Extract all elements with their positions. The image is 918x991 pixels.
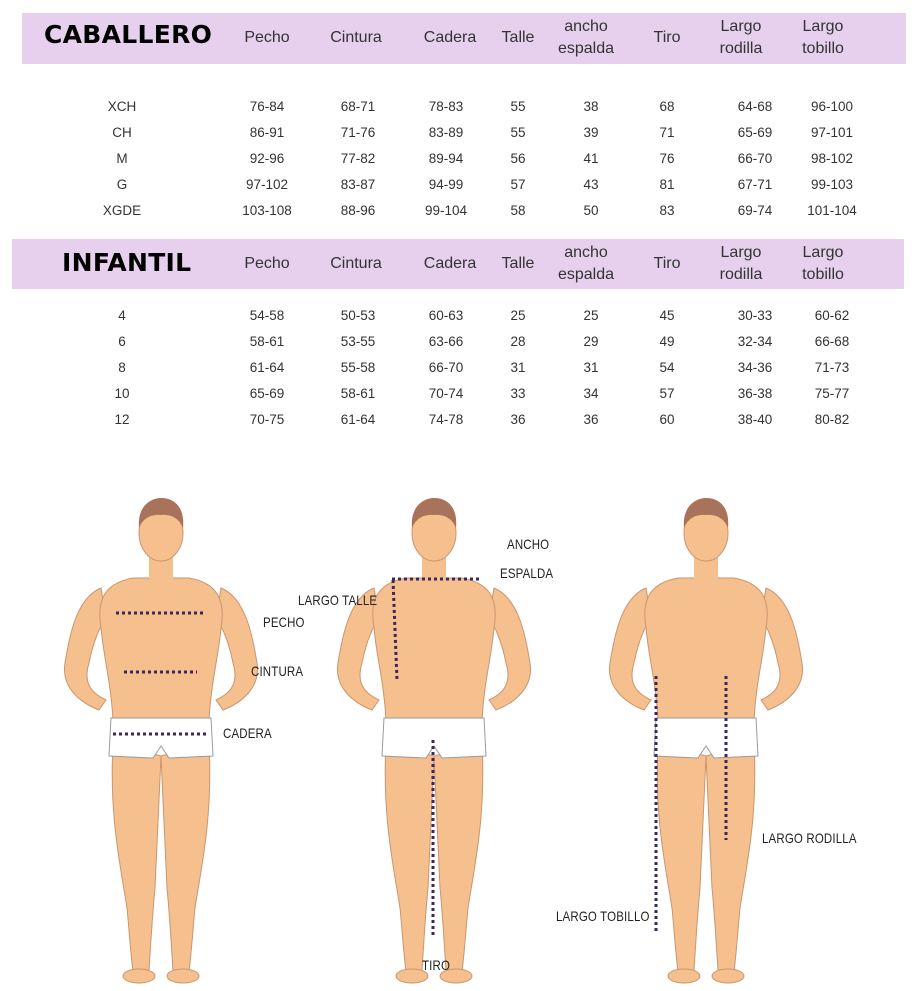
infantil-header-0: Pecho: [244, 255, 290, 272]
caballero-cell-2-0: M: [116, 151, 128, 166]
caballero-cell-2-2: 77-82: [340, 151, 376, 166]
label-ancho: ANCHO: [507, 536, 550, 552]
caballero-cell-3-6: 81: [659, 177, 675, 192]
infantil-cell-2-0: 8: [118, 360, 126, 375]
infantil-cell-1-8: 66-68: [814, 334, 850, 349]
infantil-cell-4-7: 38-40: [737, 412, 773, 427]
infantil-cell-0-6: 45: [659, 308, 675, 323]
infantil-cell-2-4: 31: [510, 360, 526, 375]
caballero-cell-0-4: 55: [510, 99, 526, 114]
infantil-title: INFANTIL: [62, 248, 192, 277]
caballero-cell-2-6: 76: [659, 151, 675, 166]
label-cadera: CADERA: [223, 725, 272, 741]
caballero-cell-4-6: 83: [659, 203, 675, 218]
caballero-cell-4-0: XGDE: [102, 203, 142, 218]
caballero-cell-0-8: 96-100: [810, 99, 854, 114]
caballero-cell-2-1: 92-96: [249, 151, 285, 166]
caballero-header-0: Pecho: [244, 29, 290, 46]
caballero-header-2: Cadera: [423, 29, 477, 46]
caballero-cell-1-8: 97-101: [810, 125, 854, 140]
infantil-cell-0-3: 60-63: [428, 308, 464, 323]
infantil-cell-1-5: 29: [583, 334, 599, 349]
label-espalda: ESPALDA: [500, 565, 554, 581]
caballero-cell-1-5: 39: [583, 125, 599, 140]
infantil-cell-1-7: 32-34: [737, 334, 773, 349]
caballero-header-1: Cintura: [330, 29, 382, 46]
caballero-cell-2-7: 66-70: [737, 151, 773, 166]
infantil-cell-1-0: 6: [118, 334, 126, 349]
caballero-cell-4-8: 101-104: [807, 203, 857, 218]
caballero-cell-1-3: 83-89: [428, 125, 464, 140]
infantil-cell-2-3: 66-70: [428, 360, 464, 375]
infantil-cell-0-5: 25: [583, 308, 599, 323]
caballero-cell-0-6: 68: [659, 99, 675, 114]
infantil-cell-4-2: 61-64: [340, 412, 376, 427]
infantil-cell-2-1: 61-64: [249, 360, 285, 375]
infantil-cell-1-2: 53-55: [340, 334, 376, 349]
infantil-header-5: Tiro: [653, 255, 681, 272]
caballero-cell-3-7: 67-71: [737, 177, 773, 192]
caballero-cell-3-2: 83-87: [340, 177, 376, 192]
infantil-cell-1-3: 63-66: [428, 334, 464, 349]
infantil-cell-0-0: 4: [118, 308, 126, 323]
infantil-cell-4-0: 12: [114, 412, 130, 427]
caballero-cell-0-5: 38: [583, 99, 599, 114]
label-largo-tobillo: LARGO TOBILLO: [556, 908, 650, 924]
infantil-header-1: Cintura: [330, 255, 382, 272]
label-largo-talle: LARGO TALLE: [298, 592, 378, 608]
caballero-cell-1-0: CH: [112, 125, 132, 140]
caballero-cell-0-0: XCH: [107, 99, 137, 114]
infantil-header-2: Cadera: [423, 255, 477, 272]
infantil-cell-3-5: 34: [583, 386, 599, 401]
caballero-cell-4-2: 88-96: [340, 203, 376, 218]
infantil-cell-2-5: 31: [583, 360, 599, 375]
caballero-cell-2-3: 89-94: [428, 151, 464, 166]
label-pecho: PECHO: [263, 614, 305, 630]
label-largo-rodilla: LARGO RODILLA: [762, 830, 857, 846]
caballero-cell-2-5: 41: [583, 151, 599, 166]
infantil-cell-0-4: 25: [510, 308, 526, 323]
infantil-cell-0-1: 54-58: [249, 308, 285, 323]
caballero-cell-2-8: 98-102: [810, 151, 854, 166]
caballero-cell-3-5: 43: [583, 177, 599, 192]
caballero-header-7: Largo tobillo: [802, 18, 844, 57]
infantil-cell-1-4: 28: [510, 334, 526, 349]
infantil-cell-1-6: 49: [659, 334, 675, 349]
measurement-figures: [0, 470, 918, 991]
caballero-header-5: Tiro: [653, 29, 681, 46]
caballero-cell-1-6: 71: [659, 125, 675, 140]
infantil-cell-3-3: 70-74: [428, 386, 464, 401]
infantil-header-6: Largo rodilla: [719, 244, 763, 283]
infantil-header-3: Talle: [501, 255, 535, 272]
infantil-cell-3-0: 10: [114, 386, 130, 401]
infantil-cell-0-2: 50-53: [340, 308, 376, 323]
infantil-cell-4-6: 60: [659, 412, 675, 427]
infantil-cell-3-4: 33: [510, 386, 526, 401]
caballero-cell-0-2: 68-71: [340, 99, 376, 114]
caballero-cell-3-8: 99-103: [810, 177, 854, 192]
caballero-header-3: Talle: [501, 29, 535, 46]
infantil-cell-3-2: 58-61: [340, 386, 376, 401]
infantil-header-4: ancho espalda: [557, 244, 615, 283]
infantil-cell-3-7: 36-38: [737, 386, 773, 401]
infantil-cell-3-1: 65-69: [249, 386, 285, 401]
caballero-cell-1-2: 71-76: [340, 125, 376, 140]
infantil-cell-4-8: 80-82: [814, 412, 850, 427]
caballero-header-6: Largo rodilla: [719, 18, 763, 57]
infantil-cell-2-6: 54: [659, 360, 675, 375]
caballero-cell-3-0: G: [116, 177, 128, 192]
caballero-cell-4-7: 69-74: [737, 203, 773, 218]
infantil-header-7: Largo tobillo: [802, 244, 844, 283]
caballero-cell-1-7: 65-69: [737, 125, 773, 140]
label-cintura: CINTURA: [251, 663, 304, 679]
infantil-cell-0-8: 60-62: [814, 308, 850, 323]
caballero-cell-3-3: 94-99: [428, 177, 464, 192]
infantil-cell-2-8: 71-73: [814, 360, 850, 375]
infantil-cell-4-3: 74-78: [428, 412, 464, 427]
infantil-cell-0-7: 30-33: [737, 308, 773, 323]
infantil-cell-3-8: 75-77: [814, 386, 850, 401]
caballero-cell-0-7: 64-68: [737, 99, 773, 114]
caballero-cell-2-4: 56: [510, 151, 526, 166]
caballero-cell-1-4: 55: [510, 125, 526, 140]
infantil-cell-2-2: 55-58: [340, 360, 376, 375]
caballero-title: CABALLERO: [44, 20, 213, 49]
caballero-header-4: ancho espalda: [557, 18, 615, 57]
caballero-cell-4-4: 58: [510, 203, 526, 218]
infantil-cell-2-7: 34-36: [737, 360, 773, 375]
infantil-cell-3-6: 57: [659, 386, 675, 401]
infantil-cell-1-1: 58-61: [249, 334, 285, 349]
caballero-cell-0-3: 78-83: [428, 99, 464, 114]
caballero-cell-1-1: 86-91: [249, 125, 285, 140]
caballero-cell-4-5: 50: [583, 203, 599, 218]
label-tiro: TIRO: [422, 957, 451, 973]
infantil-cell-4-5: 36: [583, 412, 599, 427]
caballero-cell-3-4: 57: [510, 177, 526, 192]
infantil-cell-4-4: 36: [510, 412, 526, 427]
caballero-cell-0-1: 76-84: [249, 99, 285, 114]
infantil-cell-4-1: 70-75: [249, 412, 285, 427]
caballero-cell-4-3: 99-104: [424, 203, 468, 218]
caballero-cell-4-1: 103-108: [242, 203, 292, 218]
caballero-cell-3-1: 97-102: [245, 177, 289, 192]
